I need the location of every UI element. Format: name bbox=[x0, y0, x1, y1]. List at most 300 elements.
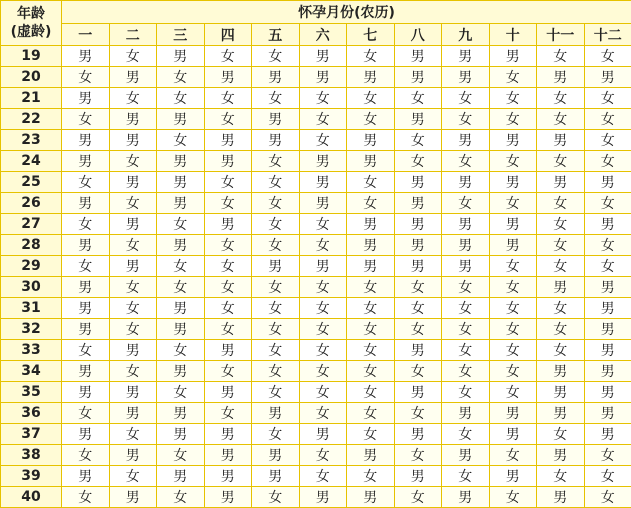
gender-cell: 女 bbox=[347, 361, 395, 382]
gender-cell: 男 bbox=[442, 46, 490, 67]
age-header bbox=[1, 1, 62, 46]
gender-cell: 女 bbox=[489, 88, 537, 109]
gender-cell: 女 bbox=[489, 382, 537, 403]
table-row bbox=[1, 88, 631, 109]
gender-cell: 女 bbox=[584, 487, 631, 508]
gender-cell: 女 bbox=[299, 445, 347, 466]
gender-cell: 男 bbox=[157, 361, 205, 382]
gender-cell: 男 bbox=[442, 172, 490, 193]
gender-cell: 女 bbox=[252, 172, 300, 193]
table-row bbox=[1, 403, 631, 424]
gender-cell: 女 bbox=[347, 298, 395, 319]
gender-cell: 男 bbox=[204, 130, 252, 151]
gender-cell: 男 bbox=[489, 130, 537, 151]
gender-cell: 男 bbox=[204, 67, 252, 88]
gender-cell: 女 bbox=[252, 151, 300, 172]
gender-cell: 女 bbox=[109, 466, 157, 487]
gender-cell: 女 bbox=[394, 88, 442, 109]
gender-cell: 女 bbox=[489, 340, 537, 361]
gender-cell: 女 bbox=[299, 466, 347, 487]
gender-cell: 男 bbox=[204, 487, 252, 508]
age-cell: 40 bbox=[1, 487, 62, 508]
gender-cell: 男 bbox=[109, 109, 157, 130]
age-cell: 27 bbox=[1, 214, 62, 235]
age-cell: 38 bbox=[1, 445, 62, 466]
gender-cell: 男 bbox=[157, 109, 205, 130]
gender-cell: 女 bbox=[109, 88, 157, 109]
gender-cell: 女 bbox=[109, 319, 157, 340]
gender-cell: 男 bbox=[204, 151, 252, 172]
age-cell: 29 bbox=[1, 256, 62, 277]
gender-cell: 男 bbox=[584, 298, 631, 319]
gender-cell: 女 bbox=[537, 466, 585, 487]
gender-cell: 女 bbox=[109, 361, 157, 382]
month-header: 十 bbox=[489, 24, 537, 46]
gender-cell: 女 bbox=[299, 403, 347, 424]
gender-cell: 女 bbox=[584, 466, 631, 487]
gender-cell: 男 bbox=[442, 256, 490, 277]
gender-cell: 女 bbox=[442, 88, 490, 109]
gender-cell: 男 bbox=[109, 445, 157, 466]
gender-cell: 女 bbox=[537, 46, 585, 67]
gender-cell: 女 bbox=[62, 487, 110, 508]
age-cell: 39 bbox=[1, 466, 62, 487]
gender-cell: 女 bbox=[299, 340, 347, 361]
gender-cell: 女 bbox=[109, 277, 157, 298]
gender-cell: 女 bbox=[347, 340, 395, 361]
gender-cell: 男 bbox=[62, 235, 110, 256]
gender-cell: 男 bbox=[252, 445, 300, 466]
gender-cell: 男 bbox=[157, 172, 205, 193]
gender-cell: 女 bbox=[442, 193, 490, 214]
gender-cell: 男 bbox=[537, 277, 585, 298]
gender-cell: 女 bbox=[204, 172, 252, 193]
gender-cell: 女 bbox=[537, 235, 585, 256]
age-cell: 22 bbox=[1, 109, 62, 130]
gender-cell: 女 bbox=[157, 277, 205, 298]
gender-cell: 男 bbox=[442, 403, 490, 424]
age-cell: 33 bbox=[1, 340, 62, 361]
age-cell: 26 bbox=[1, 193, 62, 214]
gender-cell: 男 bbox=[299, 424, 347, 445]
gender-cell: 男 bbox=[62, 382, 110, 403]
gender-cell: 女 bbox=[394, 298, 442, 319]
gender-cell: 男 bbox=[584, 67, 631, 88]
gender-cell: 男 bbox=[489, 466, 537, 487]
gender-cell: 男 bbox=[299, 256, 347, 277]
gender-cell: 男 bbox=[442, 235, 490, 256]
gender-cell: 女 bbox=[252, 88, 300, 109]
gender-cell: 女 bbox=[157, 487, 205, 508]
month-header: 六 bbox=[299, 24, 347, 46]
gender-cell: 男 bbox=[394, 67, 442, 88]
gender-cell: 男 bbox=[109, 403, 157, 424]
gender-cell: 男 bbox=[584, 382, 631, 403]
age-cell: 34 bbox=[1, 361, 62, 382]
age-cell: 35 bbox=[1, 382, 62, 403]
gender-cell: 女 bbox=[442, 340, 490, 361]
gender-cell: 女 bbox=[537, 319, 585, 340]
gender-cell: 男 bbox=[489, 46, 537, 67]
table-row bbox=[1, 172, 631, 193]
gender-cell: 男 bbox=[62, 193, 110, 214]
gender-cell: 男 bbox=[537, 67, 585, 88]
gender-cell: 男 bbox=[347, 214, 395, 235]
gender-cell: 男 bbox=[489, 172, 537, 193]
gender-cell: 女 bbox=[537, 214, 585, 235]
gender-cell: 男 bbox=[537, 445, 585, 466]
gender-cell: 男 bbox=[252, 466, 300, 487]
gender-cell: 男 bbox=[62, 466, 110, 487]
gender-cell: 男 bbox=[489, 424, 537, 445]
gender-cell: 女 bbox=[394, 403, 442, 424]
gender-cell: 女 bbox=[442, 151, 490, 172]
gender-cell: 男 bbox=[252, 67, 300, 88]
gender-cell: 男 bbox=[442, 487, 490, 508]
gender-cell: 男 bbox=[394, 109, 442, 130]
gender-cell: 女 bbox=[62, 403, 110, 424]
age-cell: 36 bbox=[1, 403, 62, 424]
gender-cell: 女 bbox=[347, 382, 395, 403]
gender-cell: 男 bbox=[584, 361, 631, 382]
gender-cell: 男 bbox=[537, 403, 585, 424]
gender-cell: 女 bbox=[109, 298, 157, 319]
gender-cell: 男 bbox=[204, 445, 252, 466]
gender-cell: 女 bbox=[252, 382, 300, 403]
gender-cell: 女 bbox=[537, 298, 585, 319]
gender-cell: 女 bbox=[347, 403, 395, 424]
gender-cell: 男 bbox=[299, 193, 347, 214]
gender-cell: 女 bbox=[584, 445, 631, 466]
gender-cell: 男 bbox=[394, 382, 442, 403]
gender-cell: 女 bbox=[537, 424, 585, 445]
gender-cell: 女 bbox=[299, 235, 347, 256]
gender-cell: 男 bbox=[442, 214, 490, 235]
gender-cell: 男 bbox=[489, 403, 537, 424]
gender-cell: 男 bbox=[584, 424, 631, 445]
gender-cell: 女 bbox=[347, 277, 395, 298]
gender-cell: 女 bbox=[299, 130, 347, 151]
gender-cell: 女 bbox=[489, 193, 537, 214]
gender-cell: 女 bbox=[584, 256, 631, 277]
gender-cell: 女 bbox=[442, 466, 490, 487]
gender-cell: 男 bbox=[109, 214, 157, 235]
gender-cell: 男 bbox=[62, 130, 110, 151]
age-cell: 30 bbox=[1, 277, 62, 298]
table-row bbox=[1, 445, 631, 466]
age-cell: 25 bbox=[1, 172, 62, 193]
gender-cell: 女 bbox=[489, 319, 537, 340]
gender-cell: 男 bbox=[394, 46, 442, 67]
gender-cell: 男 bbox=[584, 403, 631, 424]
gender-cell: 女 bbox=[62, 340, 110, 361]
gender-cell: 男 bbox=[394, 256, 442, 277]
gender-cell: 女 bbox=[252, 235, 300, 256]
gender-cell: 男 bbox=[299, 151, 347, 172]
month-header: 十二 bbox=[584, 24, 631, 46]
month-header: 四 bbox=[204, 24, 252, 46]
gender-cell: 女 bbox=[489, 151, 537, 172]
gender-cell: 女 bbox=[204, 88, 252, 109]
gender-cell: 女 bbox=[394, 319, 442, 340]
gender-cell: 男 bbox=[347, 487, 395, 508]
gender-cell: 男 bbox=[489, 235, 537, 256]
gender-cell: 男 bbox=[109, 487, 157, 508]
gender-cell: 女 bbox=[157, 88, 205, 109]
gender-cell: 男 bbox=[537, 130, 585, 151]
table-row bbox=[1, 319, 631, 340]
gender-cell: 女 bbox=[252, 298, 300, 319]
gender-cell: 女 bbox=[537, 193, 585, 214]
gender-cell: 女 bbox=[204, 403, 252, 424]
gender-cell: 女 bbox=[204, 46, 252, 67]
month-header: 二 bbox=[109, 24, 157, 46]
gender-cell: 女 bbox=[584, 193, 631, 214]
gender-cell: 男 bbox=[299, 172, 347, 193]
gender-cell: 男 bbox=[252, 256, 300, 277]
gender-cell: 女 bbox=[109, 46, 157, 67]
gender-cell: 女 bbox=[157, 256, 205, 277]
gender-cell: 女 bbox=[584, 235, 631, 256]
age-cell: 19 bbox=[1, 46, 62, 67]
table-body bbox=[1, 46, 631, 508]
gender-cell: 女 bbox=[252, 193, 300, 214]
gender-cell: 男 bbox=[157, 235, 205, 256]
gender-cell: 男 bbox=[62, 151, 110, 172]
gender-cell: 女 bbox=[299, 298, 347, 319]
gender-cell: 男 bbox=[442, 67, 490, 88]
title-row bbox=[1, 1, 631, 24]
gender-cell: 女 bbox=[299, 277, 347, 298]
age-cell: 37 bbox=[1, 424, 62, 445]
table-row bbox=[1, 67, 631, 88]
gender-cell: 女 bbox=[252, 319, 300, 340]
month-header: 七 bbox=[347, 24, 395, 46]
gender-cell: 男 bbox=[157, 151, 205, 172]
gender-cell: 男 bbox=[157, 403, 205, 424]
gender-cell: 女 bbox=[62, 214, 110, 235]
table-row bbox=[1, 424, 631, 445]
gender-cell: 女 bbox=[204, 109, 252, 130]
gender-cell: 女 bbox=[157, 382, 205, 403]
gender-cell: 女 bbox=[109, 151, 157, 172]
age-cell: 32 bbox=[1, 319, 62, 340]
table-row bbox=[1, 466, 631, 487]
table-row bbox=[1, 361, 631, 382]
gender-cell: 男 bbox=[62, 277, 110, 298]
gender-cell: 男 bbox=[537, 361, 585, 382]
gender-cell: 女 bbox=[394, 151, 442, 172]
gender-cell: 男 bbox=[204, 466, 252, 487]
gender-cell: 女 bbox=[109, 235, 157, 256]
gender-cell: 女 bbox=[204, 298, 252, 319]
gender-cell: 男 bbox=[204, 382, 252, 403]
table-row bbox=[1, 487, 631, 508]
age-header-line1: 年龄 bbox=[1, 5, 61, 23]
table-row bbox=[1, 130, 631, 151]
gender-cell: 男 bbox=[584, 340, 631, 361]
gender-cell: 女 bbox=[394, 487, 442, 508]
age-cell: 24 bbox=[1, 151, 62, 172]
gender-cell: 男 bbox=[62, 319, 110, 340]
gender-cell: 男 bbox=[157, 319, 205, 340]
gender-cell: 男 bbox=[584, 214, 631, 235]
gender-cell: 男 bbox=[157, 466, 205, 487]
table-row bbox=[1, 256, 631, 277]
age-cell: 31 bbox=[1, 298, 62, 319]
gender-cell: 男 bbox=[394, 193, 442, 214]
gender-cell: 男 bbox=[252, 403, 300, 424]
gender-cell: 男 bbox=[347, 256, 395, 277]
gender-cell: 男 bbox=[347, 445, 395, 466]
gender-cell: 女 bbox=[347, 319, 395, 340]
gender-cell: 女 bbox=[489, 445, 537, 466]
gender-cell: 男 bbox=[442, 445, 490, 466]
gender-cell: 女 bbox=[537, 151, 585, 172]
gender-cell: 女 bbox=[204, 193, 252, 214]
gender-cell: 女 bbox=[157, 340, 205, 361]
gender-cell: 女 bbox=[537, 88, 585, 109]
month-header: 八 bbox=[394, 24, 442, 46]
age-cell: 28 bbox=[1, 235, 62, 256]
month-header: 三 bbox=[157, 24, 205, 46]
gender-cell: 女 bbox=[347, 46, 395, 67]
gender-cell: 女 bbox=[252, 424, 300, 445]
gender-cell: 女 bbox=[62, 172, 110, 193]
gender-cell: 女 bbox=[252, 487, 300, 508]
gender-cell: 女 bbox=[157, 445, 205, 466]
gender-cell: 女 bbox=[204, 256, 252, 277]
gender-cell: 女 bbox=[299, 214, 347, 235]
gender-cell: 男 bbox=[537, 487, 585, 508]
gender-cell: 女 bbox=[584, 151, 631, 172]
gender-cell: 女 bbox=[299, 382, 347, 403]
month-header-row bbox=[1, 24, 631, 46]
gender-cell: 女 bbox=[489, 67, 537, 88]
gender-cell: 女 bbox=[442, 382, 490, 403]
table-row bbox=[1, 109, 631, 130]
gender-cell: 男 bbox=[62, 424, 110, 445]
gender-cell: 女 bbox=[489, 298, 537, 319]
gender-cell: 女 bbox=[62, 67, 110, 88]
month-header: 一 bbox=[62, 24, 110, 46]
gender-cell: 男 bbox=[62, 361, 110, 382]
gender-cell: 女 bbox=[62, 109, 110, 130]
age-cell: 21 bbox=[1, 88, 62, 109]
gender-cell: 男 bbox=[584, 172, 631, 193]
gender-cell: 女 bbox=[157, 214, 205, 235]
gender-cell: 女 bbox=[489, 277, 537, 298]
gender-cell: 男 bbox=[204, 340, 252, 361]
gender-cell: 女 bbox=[299, 361, 347, 382]
gender-cell: 女 bbox=[62, 256, 110, 277]
gender-cell: 女 bbox=[347, 424, 395, 445]
gender-cell: 男 bbox=[109, 382, 157, 403]
gender-cell: 女 bbox=[299, 109, 347, 130]
gender-cell: 女 bbox=[252, 340, 300, 361]
gender-cell: 女 bbox=[394, 361, 442, 382]
gender-cell: 女 bbox=[489, 361, 537, 382]
gender-cell: 男 bbox=[394, 340, 442, 361]
gender-cell: 女 bbox=[204, 361, 252, 382]
gender-cell: 女 bbox=[489, 109, 537, 130]
gender-cell: 女 bbox=[442, 361, 490, 382]
gender-cell: 男 bbox=[299, 46, 347, 67]
gender-cell: 男 bbox=[204, 424, 252, 445]
gender-cell: 男 bbox=[394, 172, 442, 193]
gender-cell: 男 bbox=[109, 256, 157, 277]
gender-cell: 男 bbox=[394, 424, 442, 445]
gender-cell: 男 bbox=[62, 88, 110, 109]
gender-cell: 女 bbox=[584, 130, 631, 151]
gender-cell: 男 bbox=[394, 466, 442, 487]
gender-cell: 女 bbox=[442, 424, 490, 445]
gender-cell: 女 bbox=[299, 319, 347, 340]
gender-cell: 女 bbox=[584, 109, 631, 130]
gender-cell: 女 bbox=[252, 46, 300, 67]
gender-cell: 女 bbox=[347, 466, 395, 487]
age-header-line2: (虚龄) bbox=[1, 23, 61, 41]
gender-cell: 男 bbox=[252, 130, 300, 151]
gender-cell: 女 bbox=[442, 277, 490, 298]
gender-cell: 男 bbox=[157, 424, 205, 445]
gender-cell: 女 bbox=[62, 445, 110, 466]
gender-cell: 男 bbox=[109, 130, 157, 151]
gender-cell: 女 bbox=[204, 277, 252, 298]
gender-cell: 女 bbox=[584, 88, 631, 109]
gender-cell: 女 bbox=[252, 277, 300, 298]
gender-cell: 男 bbox=[347, 235, 395, 256]
gender-cell: 男 bbox=[584, 277, 631, 298]
gender-cell: 女 bbox=[299, 88, 347, 109]
gender-cell: 女 bbox=[394, 277, 442, 298]
gender-cell: 男 bbox=[109, 67, 157, 88]
gender-cell: 男 bbox=[204, 214, 252, 235]
table-row bbox=[1, 298, 631, 319]
gender-cell: 男 bbox=[394, 235, 442, 256]
gender-cell: 男 bbox=[489, 214, 537, 235]
gender-cell: 女 bbox=[252, 214, 300, 235]
gender-cell: 女 bbox=[394, 445, 442, 466]
gender-cell: 男 bbox=[299, 487, 347, 508]
gender-cell: 女 bbox=[584, 46, 631, 67]
age-cell: 23 bbox=[1, 130, 62, 151]
gender-cell: 女 bbox=[442, 319, 490, 340]
table-row bbox=[1, 382, 631, 403]
gender-cell: 男 bbox=[62, 298, 110, 319]
gender-cell: 女 bbox=[204, 235, 252, 256]
gender-cell: 男 bbox=[347, 130, 395, 151]
gender-cell: 女 bbox=[109, 424, 157, 445]
gender-cell: 女 bbox=[347, 172, 395, 193]
table-row bbox=[1, 340, 631, 361]
gender-cell: 女 bbox=[489, 487, 537, 508]
month-group-title: 怀孕月份(农历) bbox=[62, 1, 631, 24]
gender-cell: 女 bbox=[252, 361, 300, 382]
gender-cell: 女 bbox=[157, 67, 205, 88]
gender-cell: 女 bbox=[347, 193, 395, 214]
gender-cell: 男 bbox=[584, 319, 631, 340]
gender-cell: 女 bbox=[347, 109, 395, 130]
gender-cell: 男 bbox=[157, 193, 205, 214]
gender-cell: 女 bbox=[489, 256, 537, 277]
gender-cell: 男 bbox=[157, 298, 205, 319]
gender-cell: 男 bbox=[109, 172, 157, 193]
gender-cell: 女 bbox=[394, 130, 442, 151]
gender-cell: 男 bbox=[299, 67, 347, 88]
gender-cell: 男 bbox=[157, 46, 205, 67]
gender-cell: 男 bbox=[347, 67, 395, 88]
